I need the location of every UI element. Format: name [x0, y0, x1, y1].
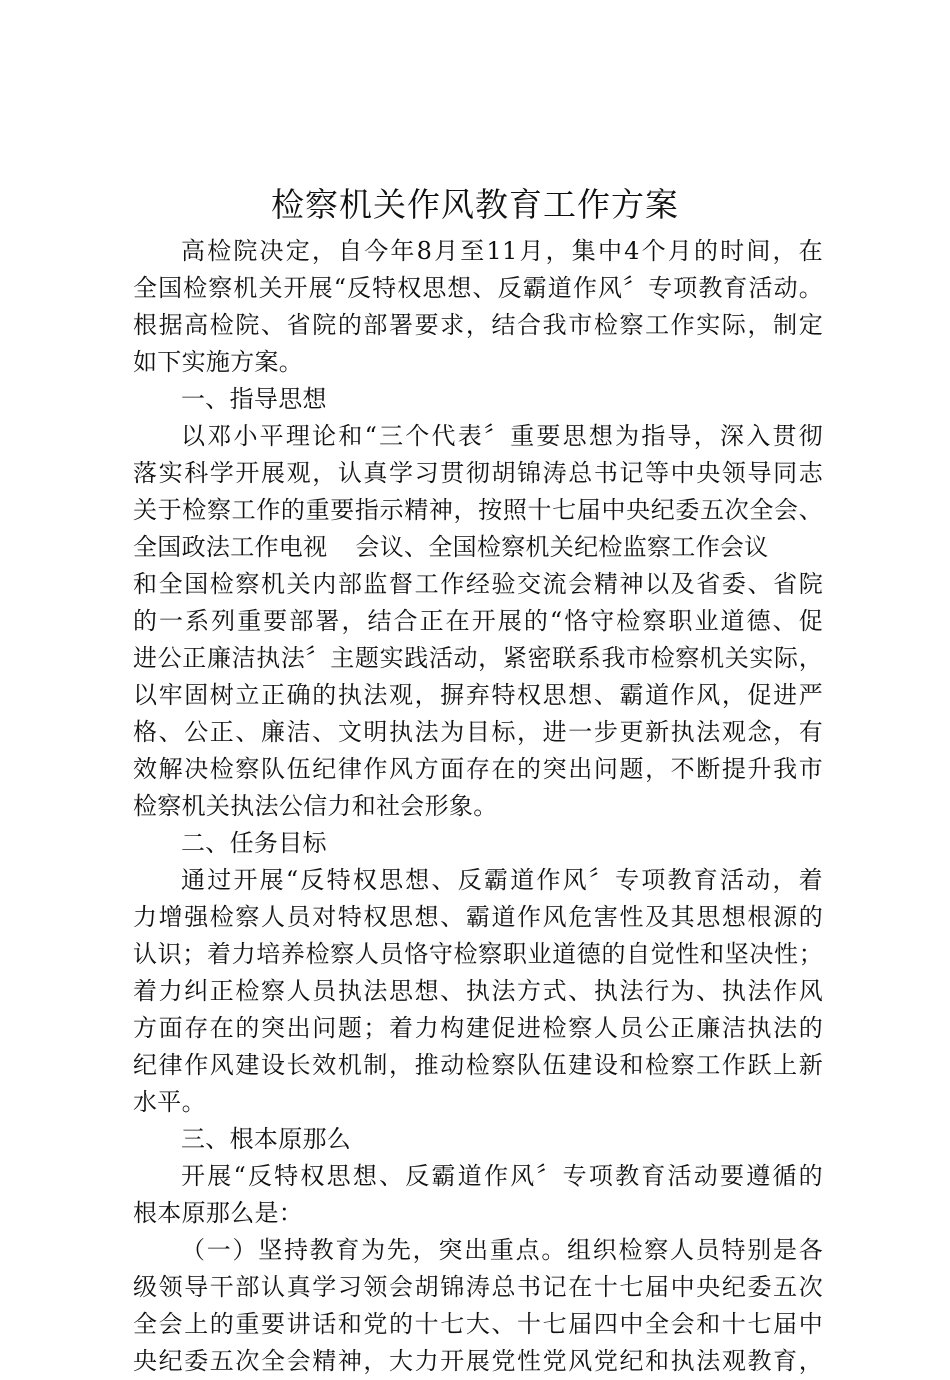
paragraph-line: 落实科学开展观，认真学习贯彻胡锦涛总书记等中央领导同志: [133, 459, 823, 487]
paragraph-line: 开展“反特权思想、反霸道作风〞专项教育活动要遵循的: [181, 1162, 823, 1190]
paragraph-line: 方面存在的突出问题；着力构建促进检察人员公正廉洁执法的: [133, 1014, 823, 1042]
paragraph-line: 进公正廉洁执法〞主题实践活动，紧密联系我市检察机关实际，: [133, 644, 823, 672]
section-heading: 三、根本原那么: [181, 1125, 352, 1153]
paragraph-line: 如下实施方案。: [133, 348, 304, 376]
section-heading: 二、任务目标: [181, 829, 327, 857]
paragraph-line: 级领导干部认真学习领会胡锦涛总书记在十七届中央纪委五次: [133, 1273, 823, 1301]
paragraph-line: 全国检察机关开展“反特权思想、反霸道作风〞专项教育活动。: [133, 274, 823, 302]
paragraph-line: 检察机关执法公信力和社会形象。: [133, 792, 498, 820]
document-title: 检察机关作风教育工作方案: [271, 185, 679, 224]
paragraph-line: 纪律作风建设长效机制，推动检察队伍建设和检察工作跃上新: [133, 1051, 823, 1079]
paragraph-line: 效解决检察队伍纪律作风方面存在的突出问题，不断提升我市: [133, 755, 823, 783]
paragraph-line: 以牢固树立正确的执法观，摒弃特权思想、霸道作风，促进严: [133, 681, 823, 709]
paragraph-line: （一）坚持教育为先，突出重点。组织检察人员特别是各: [181, 1236, 823, 1264]
paragraph-line: 水平。: [133, 1088, 206, 1116]
paragraph-line: 关于检察工作的重要指示精神，按照十七届中央纪委五次全会、: [133, 496, 823, 524]
paragraph-line: 的一系列重要部署，结合正在开展的“恪守检察职业道德、促: [133, 607, 823, 635]
paragraph-line: 以邓小平理论和“三个代表〞重要思想为指导，深入贯彻: [181, 422, 823, 450]
line-segment: 全国政法工作电视: [133, 533, 328, 561]
paragraph-line: 着力纠正检察人员执法思想、执法方式、执法行为、执法作风: [133, 977, 823, 1005]
paragraph-line: 格、公正、廉洁、文明执法为目标，进一步更新执法观念，有: [133, 718, 823, 746]
paragraph-line: 全会上的重要讲话和党的十七大、十七届四中全会和十七届中: [133, 1310, 823, 1338]
paragraph-line: 认识；着力培养检察人员恪守检察职业道德的自觉性和坚决性；: [133, 940, 823, 968]
paragraph-line: 高检院决定，自今年8月至11月，集中4个月的时间，在: [181, 237, 823, 265]
line-segment: 会议、全国检察机关纪检监察工作会议: [355, 533, 769, 561]
paragraph-line: [133, 529, 823, 566]
paragraph-line: 根据高检院、省院的部署要求，结合我市检察工作实际，制定: [133, 311, 823, 339]
paragraph-line: 通过开展“反特权思想、反霸道作风〞专项教育活动，着: [181, 866, 823, 894]
section-heading: 一、指导思想: [181, 385, 327, 413]
paragraph-line: 根本原那么是：: [133, 1199, 304, 1227]
document-body: [133, 233, 823, 1380]
paragraph-line: 央纪委五次全会精神，大力开展党性党风党纪和执法观教育，: [133, 1347, 823, 1375]
paragraph-line: 力增强检察人员对特权思想、霸道作风危害性及其思想根源的: [133, 903, 823, 931]
paragraph-line: 和全国检察机关内部监督工作经验交流会精神以及省委、省院: [133, 570, 823, 598]
